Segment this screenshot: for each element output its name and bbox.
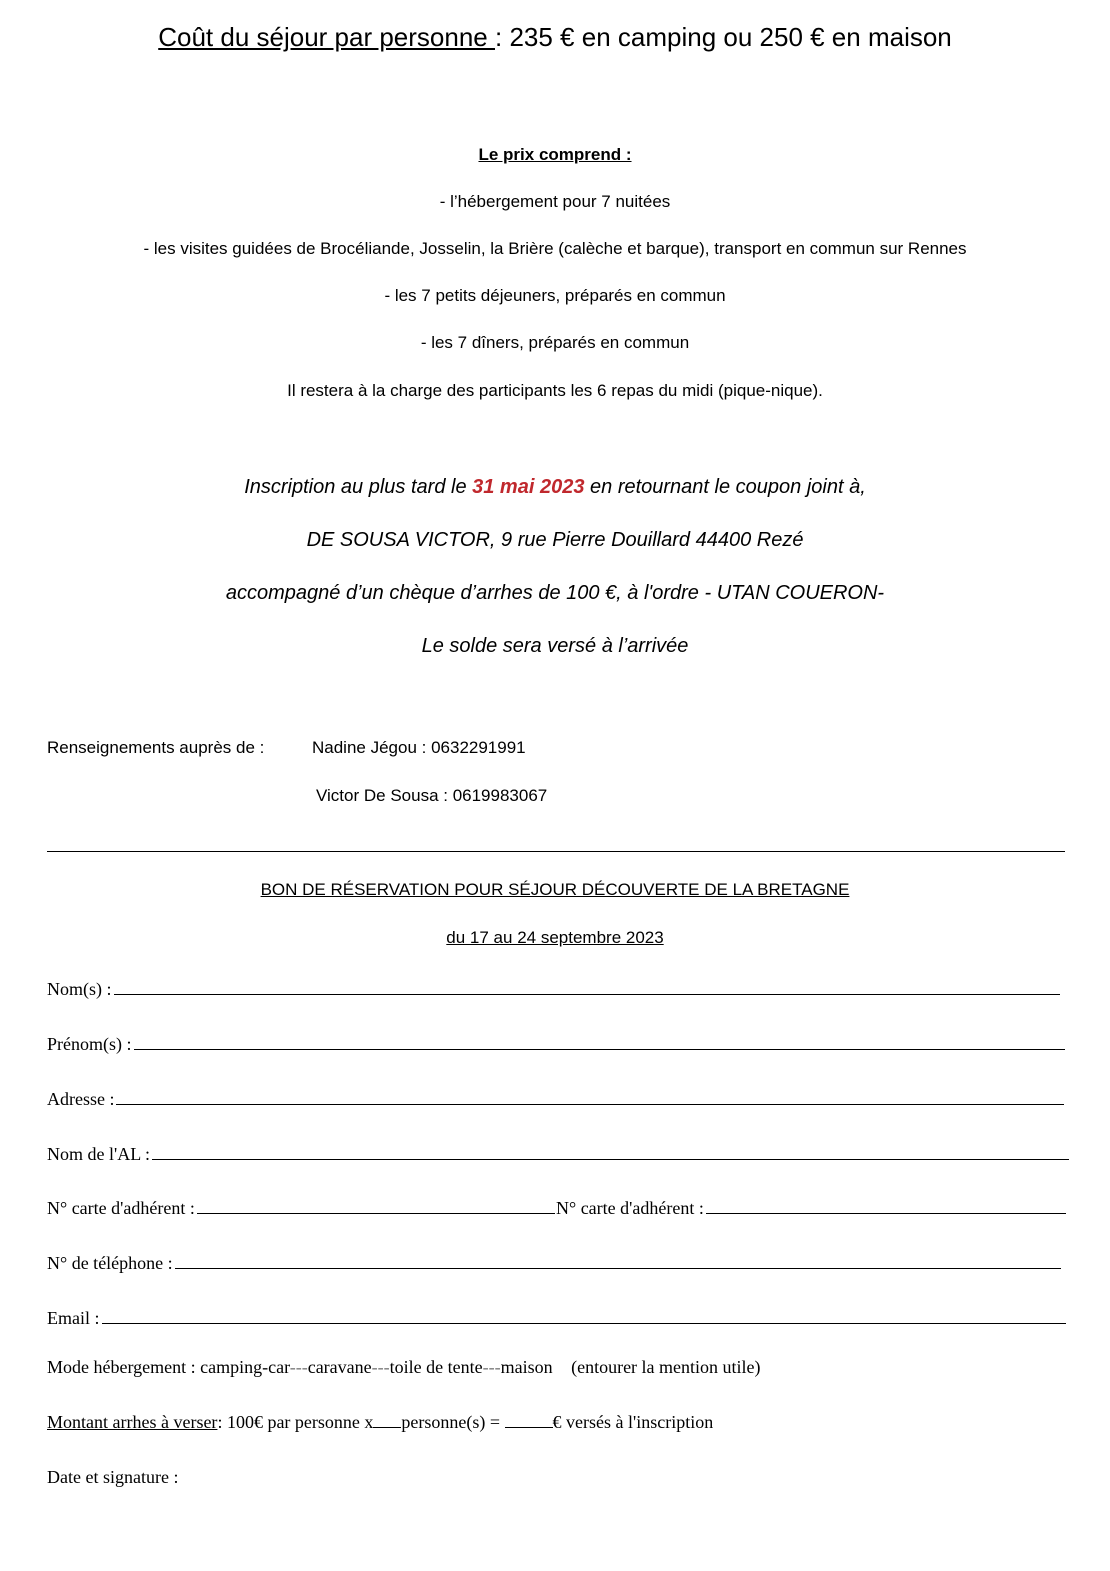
- signature-label: Date et signature :: [47, 1467, 179, 1487]
- mode-label: Mode hébergement :: [47, 1357, 196, 1377]
- deposit-amount-blank[interactable]: [505, 1413, 553, 1428]
- prenom-label: Prénom(s) :: [47, 1034, 132, 1054]
- includes-item: - les 7 petits déjeuners, préparés en commun: [384, 286, 726, 305]
- mode-option-tente[interactable]: toile de tente: [389, 1357, 483, 1377]
- carte-adherent-field-2[interactable]: [556, 1195, 1066, 1219]
- adresse-field[interactable]: [47, 1086, 1064, 1110]
- registration-deadline-line: [0, 476, 1110, 499]
- title-cost-label: Coût du séjour par personne: [158, 22, 495, 52]
- registration-cheque: accompagné d’un chèque d’arrhes de 100 €, à l'ordre - UTAN COUERON-: [225, 582, 885, 604]
- includes-item: - l’hébergement pour 7 nuitées: [439, 192, 671, 211]
- mode-option-maison[interactable]: maison: [500, 1357, 553, 1377]
- email-field[interactable]: [47, 1305, 1066, 1329]
- cut-separator: [47, 851, 1065, 852]
- includes-item: - les visites guidées de Brocéliande, Josselin, la Brière (calèche et barque), transport en commun sur Rennes: [143, 239, 967, 258]
- persons-count-blank[interactable]: [373, 1413, 401, 1428]
- nom-label: Nom(s) :: [47, 979, 112, 999]
- prenom-line[interactable]: [134, 1049, 1066, 1050]
- carte-adherent-label: N° carte d'adhérent :: [47, 1198, 195, 1218]
- nom-al-label: Nom de l'AL :: [47, 1144, 151, 1164]
- deposit-label: Montant arrhes à verser: [47, 1412, 218, 1432]
- mode-hint: (entourer la mention utile): [571, 1357, 761, 1377]
- registration-deadline: 31 mai 2023: [472, 476, 585, 498]
- registration-address: DE SOUSA VICTOR, 9 rue Pierre Douillard 44400 Rezé: [306, 529, 804, 551]
- nom-field[interactable]: [47, 976, 1060, 1000]
- form-title: BON DE RÉSERVATION POUR SÉJOUR DÉCOUVERTE DE LA BRETAGNE: [260, 880, 850, 899]
- deposit-per-person: : 100€ par personne x: [217, 1412, 374, 1432]
- registration-text: Inscription au plus tard le: [244, 476, 473, 498]
- deposit-suffix: € versés à l'inscription: [552, 1412, 714, 1432]
- carte-adherent-line[interactable]: [706, 1213, 1066, 1214]
- nom-al-line[interactable]: [152, 1159, 1069, 1160]
- adresse-label: Adresse :: [47, 1089, 115, 1109]
- mode-option-caravane[interactable]: caravane: [307, 1357, 372, 1377]
- contact-item: Nadine Jégou : 0632291991: [312, 738, 526, 757]
- prenom-field[interactable]: [47, 1031, 1065, 1055]
- title-prices: : 235 € en camping ou 250 € en maison: [495, 22, 952, 52]
- includes-item: - les 7 dîners, préparés en commun: [420, 333, 690, 352]
- mode-hebergement: [47, 1357, 761, 1378]
- telephone-line[interactable]: [175, 1268, 1061, 1269]
- carte-adherent-field-1[interactable]: [47, 1195, 555, 1219]
- mode-separator: ---: [371, 1357, 390, 1377]
- includes-note: Il restera à la charge des participants les 6 repas du midi (pique-nique).: [287, 381, 823, 400]
- contact-item: Victor De Sousa : 0619983067: [316, 786, 548, 805]
- deposit-persons: personne(s) =: [401, 1412, 501, 1432]
- registration-text: en retournant le coupon joint à,: [584, 476, 866, 498]
- contacts-label: Renseignements auprès de :: [47, 738, 265, 757]
- includes-heading: Le prix comprend :: [478, 145, 632, 164]
- form-dates: du 17 au 24 septembre 2023: [446, 928, 664, 947]
- mode-separator: ---: [482, 1357, 501, 1377]
- nom-al-field[interactable]: [47, 1141, 1069, 1165]
- mode-separator: ---: [289, 1357, 308, 1377]
- page-title: [0, 22, 1110, 53]
- email-label: Email :: [47, 1308, 100, 1328]
- mode-option-camping-car[interactable]: camping-car: [200, 1357, 290, 1377]
- telephone-label: N° de téléphone :: [47, 1253, 173, 1273]
- nom-line[interactable]: [114, 994, 1061, 995]
- carte-adherent-label: N° carte d'adhérent :: [556, 1198, 704, 1218]
- email-line[interactable]: [102, 1323, 1067, 1324]
- adresse-line[interactable]: [116, 1104, 1064, 1105]
- registration-balance: Le solde sera versé à l’arrivée: [421, 635, 689, 657]
- telephone-field[interactable]: [47, 1250, 1061, 1274]
- carte-adherent-line[interactable]: [197, 1213, 555, 1214]
- deposit-line: [47, 1412, 713, 1433]
